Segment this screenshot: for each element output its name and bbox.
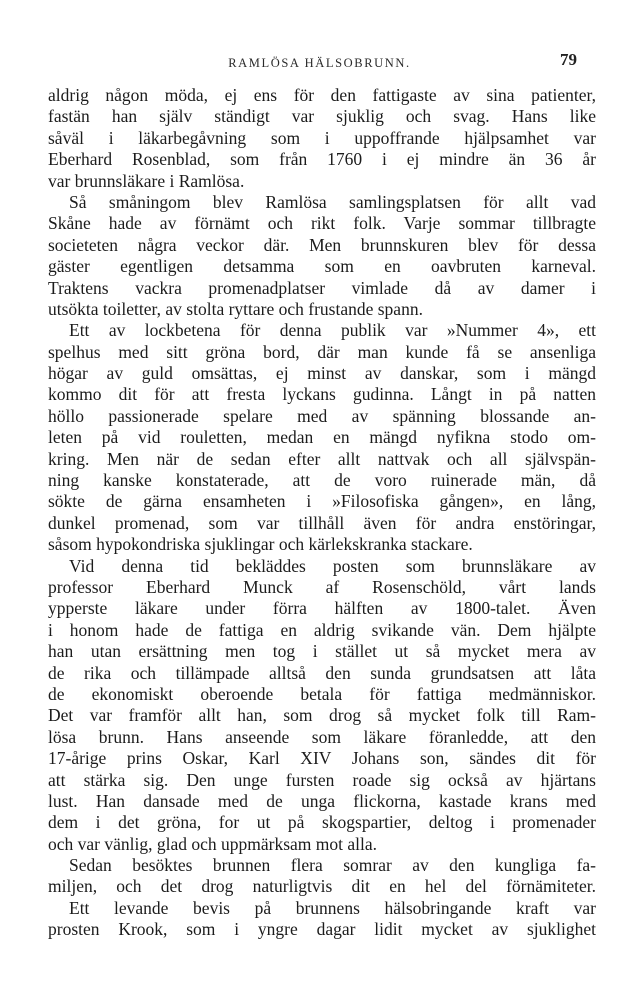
text-line: 17-årige prins Oskar, Karl XIV Johans son, sändes dit för <box>48 748 596 769</box>
body-text <box>48 85 596 941</box>
text-line: kring. Men när de sedan efter allt nattvak och all självspän- <box>48 448 596 469</box>
text-line: de rika och tillämpade alltså den sunda grundsatsen att låta <box>48 662 596 683</box>
text-line: aldrig någon möda, ej ens för den fattigaste av sina patienter, <box>48 85 596 105</box>
text-line: dem i det gröna, for ut på skogspartier, deltog i promenader <box>48 812 596 833</box>
text-line: Sedan besöktes brunnen flera somrar av den kungliga fa- <box>69 855 596 876</box>
text-line: Traktens vackra promenadplatser vimlade då av damer i <box>48 277 596 298</box>
text-line: Skåne hade av förnämt och rikt folk. Varje sommar tillbragte <box>48 213 596 234</box>
text-line: prosten Krook, som i yngre dagar lidit mycket av sjuklighet <box>48 919 596 940</box>
text-line: ypperste läkare under förra hälften av 1800-talet. Även <box>48 598 596 619</box>
text-line: de ekonomiskt oberoende betala för fattiga medmänniskor. <box>48 683 596 704</box>
text-line: societeten några veckor där. Men brunnskuren blev för dessa <box>48 234 596 255</box>
text-line: Eberhard Rosenblad, som från 1760 i ej mindre än 36 år <box>48 149 596 170</box>
text-line: Så småningom blev Ramlösa samlingsplatsen för allt vad <box>69 191 596 212</box>
text-line: kommo dit för att fresta lyckans gudinna. Långt in på natten <box>48 384 596 405</box>
text-line: Vid denna tid bekläddes posten som brunnsläkare av <box>69 555 596 576</box>
text-line: såsom hypokondriska sjuklingar och kärlekskranka stackare. <box>48 534 473 555</box>
text-line: professor Eberhard Munck af Rosenschöld, vårt lands <box>48 576 596 597</box>
text-line: höllo passionerade spelare med av spänning blossande an- <box>48 405 596 426</box>
text-line: fastän han själv ständigt var sjuklig och svag. Hans like <box>48 106 596 127</box>
text-line: spelhus med sitt gröna bord, där man kunde få se ansenliga <box>48 341 596 362</box>
text-line: att stärka sig. Den unge fursten roade sig också av hjärtans <box>48 769 596 790</box>
text-line: dunkel promenad, som var tillhåll även för andra enstöringar, <box>48 512 596 533</box>
text-line: Ett levande bevis på brunnens hälsobringande kraft var <box>69 897 596 918</box>
text-line: i honom hade de fattiga en aldrig svikande vän. Dem hjälpte <box>48 619 596 640</box>
text-line: såväl i läkarbegåvning som i uppoffrande hjälpsamhet var <box>48 127 596 148</box>
text-line: ning kanske konstaterade, att de voro ruinerade män, då <box>48 470 596 491</box>
text-line: var brunnsläkare i Ramlösa. <box>48 170 245 191</box>
text-line: Ett av lockbetena för denna publik var »Nummer 4», ett <box>69 320 596 341</box>
text-line: lust. Han dansade med de unga flickorna, kastade krans med <box>48 790 596 811</box>
text-line: utsökta toiletter, av stolta ryttare och frustande spann. <box>48 298 423 319</box>
text-line: han utan ersättning men tog i stället ut så mycket mera av <box>48 641 596 662</box>
text-line: sökte de gärna ensamheten i »Filosofiska gången», en lång, <box>48 491 596 512</box>
running-title: RAMLÖSA HÄLSOBRUNN. <box>228 56 411 70</box>
text-line: miljen, och det drog naturligtvis dit en hel del förnämiteter. <box>48 876 596 897</box>
text-line: leten på vid rouletten, medan en mängd nyfikna stodo om- <box>48 427 596 448</box>
text-line: och var vänlig, glad och uppmärksam mot alla. <box>48 833 378 854</box>
text-line: gäster egentligen detsamma som en oavbruten karneval. <box>48 256 596 277</box>
text-line: lösa brunn. Hans anseende som läkare föranledde, att den <box>48 726 596 747</box>
page-number: 79 <box>560 50 577 69</box>
text-line: Det var framför allt han, som drog så mycket folk till Ram- <box>48 705 596 726</box>
text-line: högar av guld omsättas, ej minst av danskar, som i mängd <box>48 363 596 384</box>
